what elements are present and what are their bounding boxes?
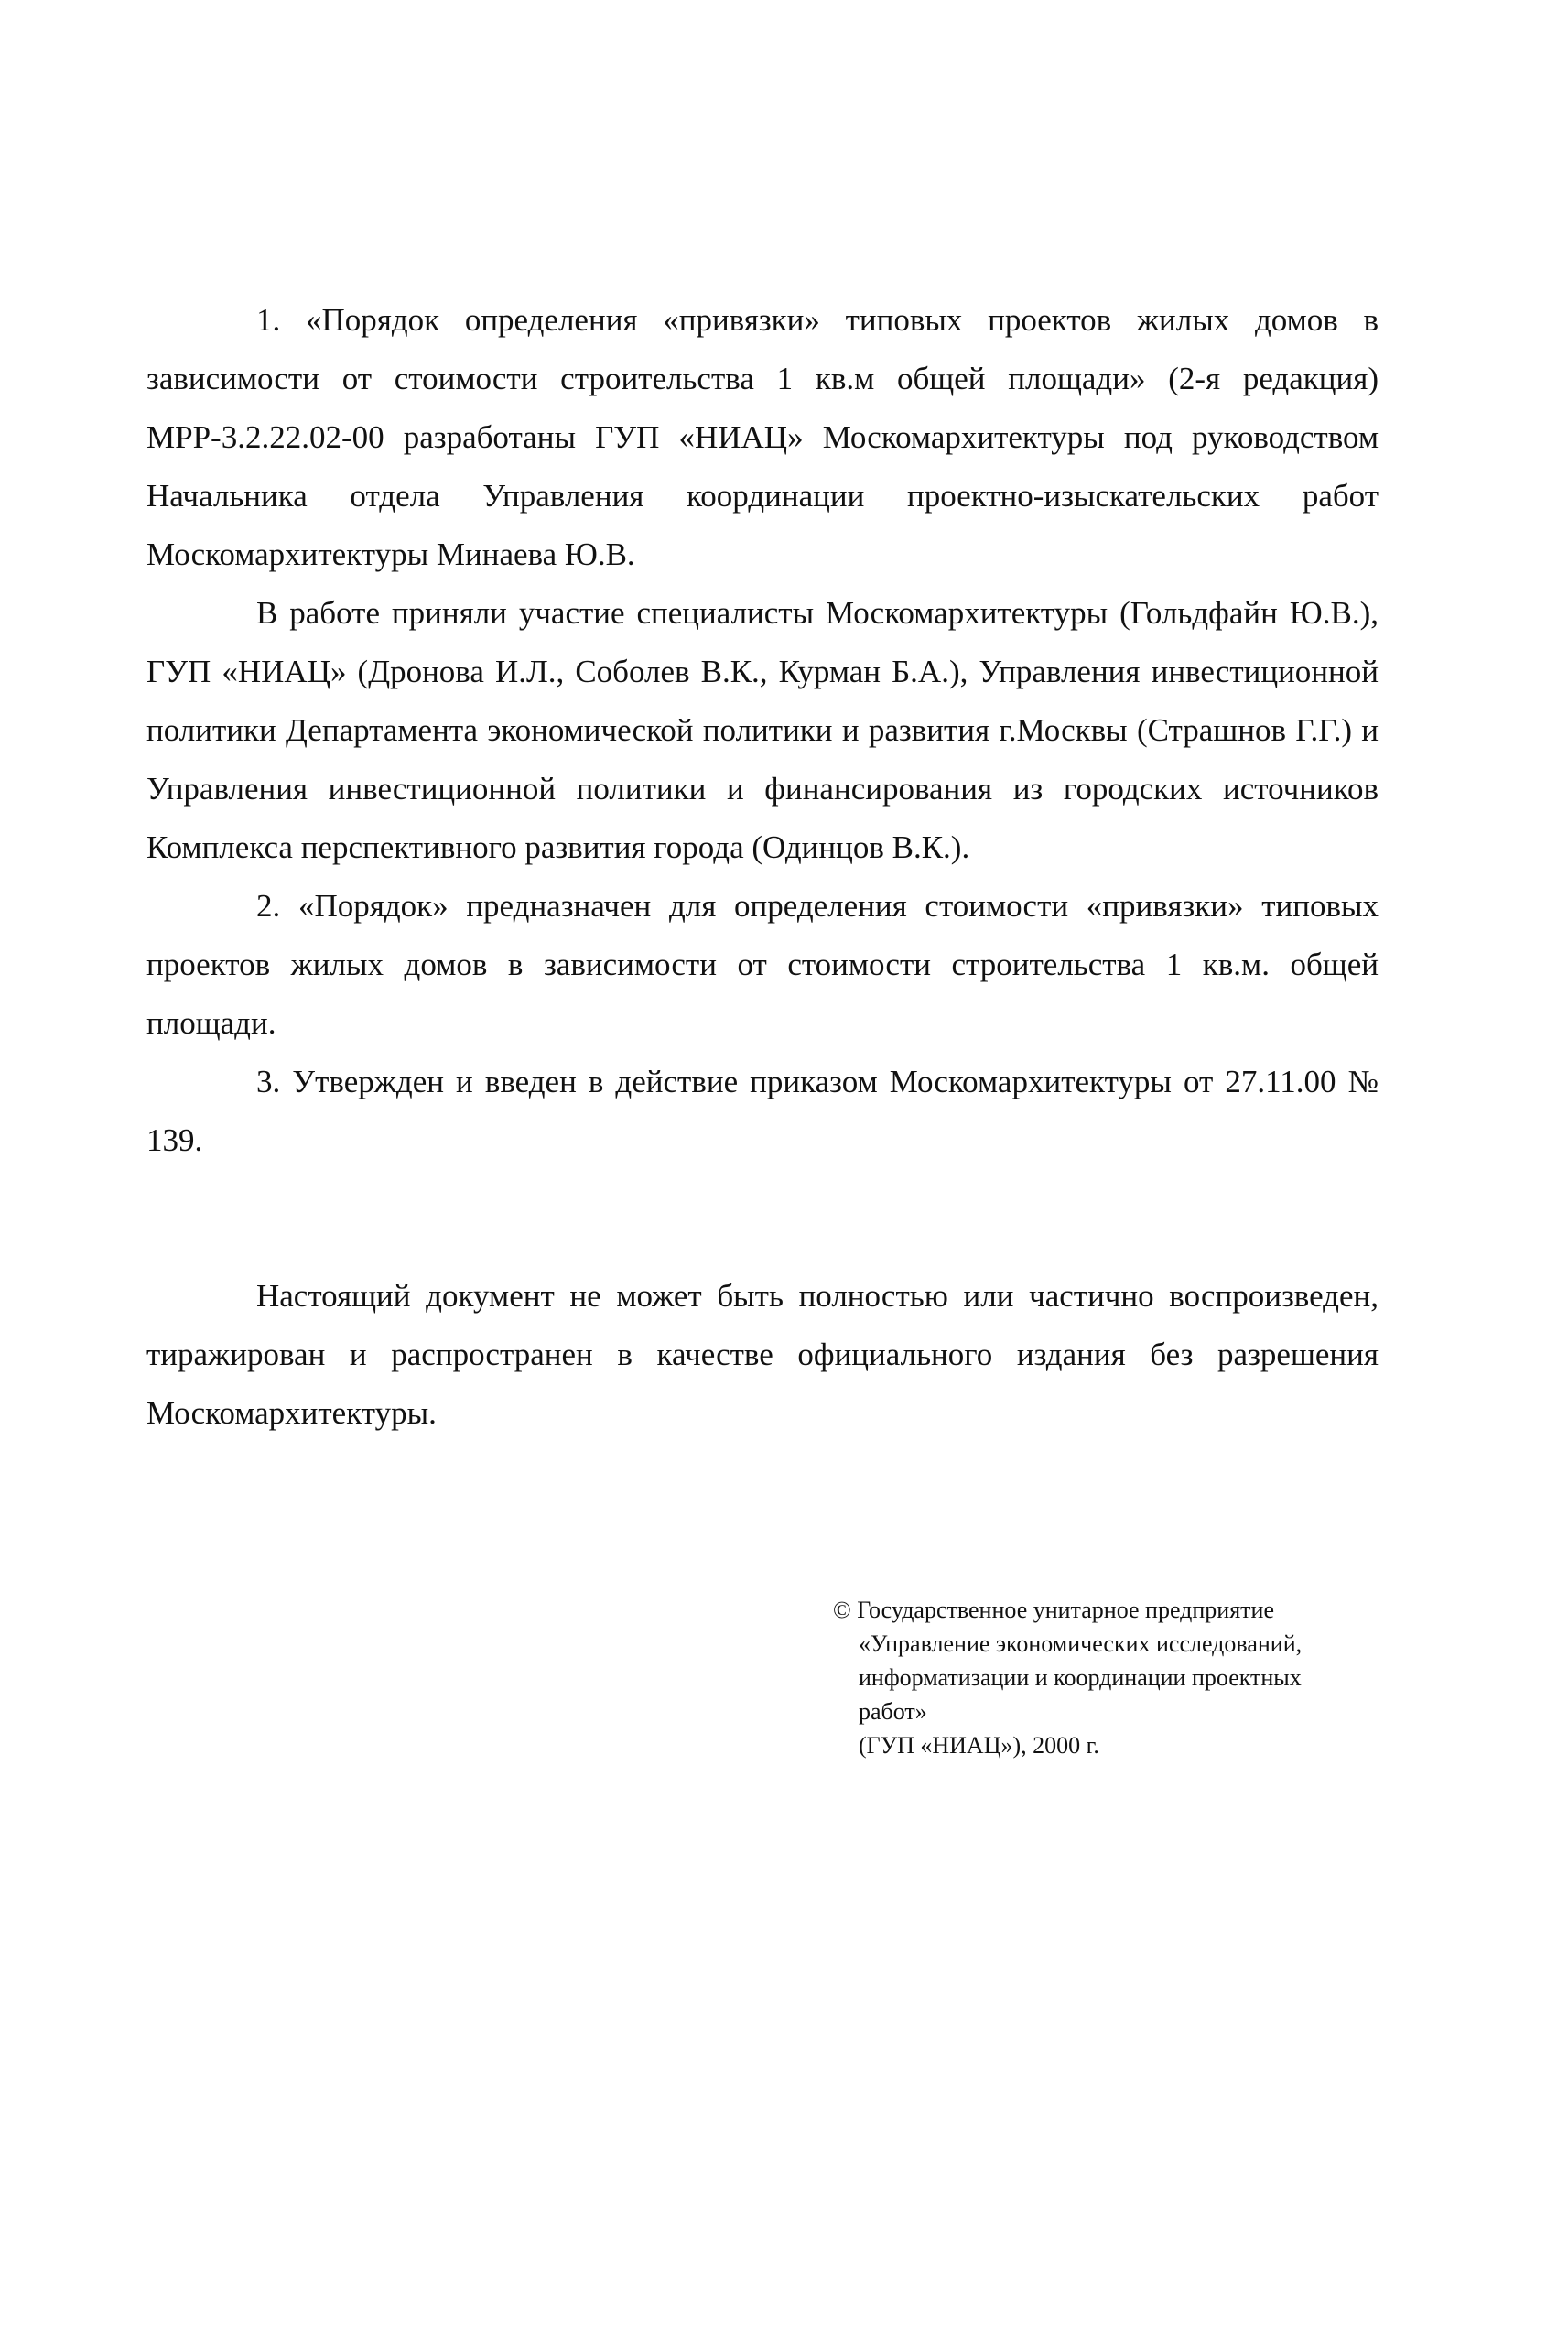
reproduction-notice: Настоящий документ не может быть полностью или частично воспроизведен, тиражирован и распространен в качестве официального издания без разрешения Москомархитектуры. [146, 1278, 1379, 1431]
copyright-line-5: (ГУП «НИАЦ»), 2000 г. [859, 1732, 1099, 1759]
notice-block [146, 1267, 1379, 1443]
copyright-block [833, 1593, 1400, 1762]
copyright-line-4: работ» [859, 1698, 927, 1725]
paragraph-developers: 1. «Порядок определения «привязки» типовых проектов жилых домов в зависимости от стоимости строительства 1 кв.м общей площади» (2-я редакция) МРР-3.2.22.02-00 разработаны ГУП «НИАЦ» Москомархитектуры под руководством Начальника отдела Управления координации проектно-изыскательских работ Москомархитектуры Минаева Ю.В. [146, 302, 1379, 572]
copyright-line-3: информатизации и координации проектных [859, 1664, 1302, 1691]
paragraph-purpose: 2. «Порядок» предназначен для определения стоимости «привязки» типовых проектов жилых домов в зависимости от стоимости строительства 1 кв.м. общей площади. [146, 888, 1379, 1041]
copyright-line-2: «Управление экономических исследований, [859, 1630, 1303, 1657]
copyright-line-1: © Государственное унитарное предприятие [833, 1597, 1274, 1623]
main-text-block [146, 291, 1379, 1170]
paragraph-participants: В работе приняли участие специалисты Москомархитектуры (Гольдфайн Ю.В.), ГУП «НИАЦ» (Дронова И.Л., Соболев В.К., Курман Б.А.), Управления инвестиционной политики Департамента экономической политики и развития г.Москвы (Страшнов Г.Г.) и Управления инвестиционной политики и финансирования из городских источников Комплекса перспективного развития города (Одинцов В.К.). [146, 595, 1379, 865]
paragraph-approval: 3. Утвержден и введен в действие приказом Москомархитектуры от 27.11.00 № 139. [146, 1064, 1379, 1158]
